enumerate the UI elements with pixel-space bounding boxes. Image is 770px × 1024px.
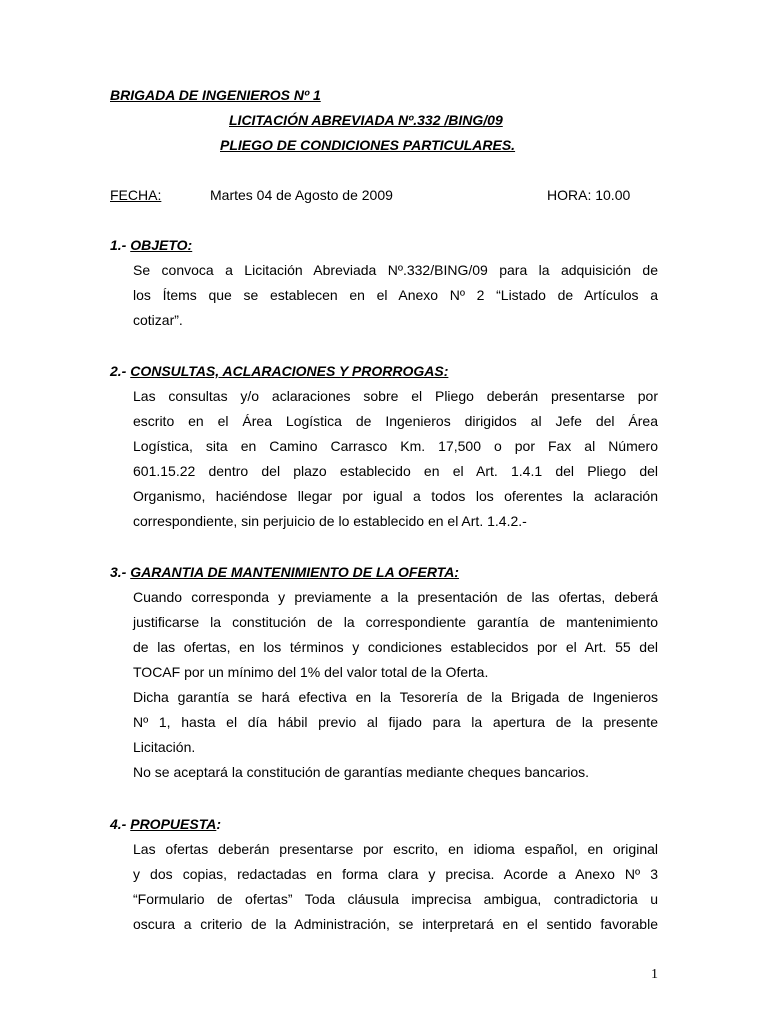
body-line: 601.15.22 dentro del plazo establecido en el Art. 1.4.1 del Pliego del xyxy=(133,463,658,479)
section-body-consultas xyxy=(133,384,658,534)
hora-value: HORA: 10.00 xyxy=(547,187,631,203)
section-number: 3.- xyxy=(110,564,131,580)
section-body-propuesta xyxy=(133,837,658,937)
body-line: de las ofertas, en los términos y condiciones establecidos por el Art. 55 del xyxy=(133,639,658,655)
section-heading-objeto xyxy=(110,237,192,253)
body-line: Logística, sita en Camino Carrasco Km. 17,500 o por Fax al Número xyxy=(133,438,658,454)
body-line: escrito en el Área Logística de Ingenieros dirigidos al Jefe del Área xyxy=(133,413,658,429)
pliego-title: PLIEGO DE CONDICIONES PARTICULARES. xyxy=(220,137,516,153)
org-title: BRIGADA DE INGENIEROS Nº 1 xyxy=(110,87,321,103)
section-number: 4.- xyxy=(110,816,131,832)
section-body-garantia xyxy=(133,585,658,785)
section-title: CONSULTAS, ACLARACIONES Y PRORROGAS: xyxy=(130,363,449,379)
body-line: Se convoca a Licitación Abreviada Nº.332/BING/09 para la adquisición de xyxy=(133,262,658,278)
section-heading-consultas xyxy=(110,363,448,379)
body-line: cotizar”. xyxy=(133,312,183,328)
body-line: los Ítems que se establecen en el Anexo Nº 2 “Listado de Artículos a xyxy=(133,287,658,303)
body-line: Nº 1, hasta el día hábil previo al fijado para la apertura de la presente xyxy=(133,714,658,730)
body-line: correspondiente, sin perjuicio de lo establecido en el Art. 1.4.2.- xyxy=(133,513,527,529)
page-number: 1 xyxy=(651,967,658,982)
body-line: y dos copias, redactadas en forma clara y precisa. Acorde a Anexo Nº 3 xyxy=(133,866,658,882)
fecha-label: FECHA: xyxy=(110,187,162,203)
body-line: Cuando corresponda y previamente a la presentación de las ofertas, deberá xyxy=(133,589,658,605)
body-line: Licitación. xyxy=(133,739,196,755)
section-body-objeto xyxy=(133,258,658,333)
fecha-value: Martes 04 de Agosto de 2009 xyxy=(210,187,393,203)
section-title: PROPUESTA xyxy=(130,816,217,832)
section-title: OBJETO: xyxy=(130,237,193,253)
body-line: oscura a criterio de la Administración, se interpretará en el sentido favorable xyxy=(133,916,658,932)
body-line: Dicha garantía se hará efectiva en la Tesorería de la Brigada de Ingenieros xyxy=(133,689,658,705)
section-number: 1.- xyxy=(110,237,131,253)
body-line: Las ofertas deberán presentarse por escrito, en idioma español, en original xyxy=(133,841,658,857)
body-line: Organismo, haciéndose llegar por igual a todos los oferentes la aclaración xyxy=(133,488,658,504)
section-heading-garantia xyxy=(110,564,459,580)
section-suffix: : xyxy=(216,816,221,832)
body-line: No se aceptará la constitución de garantías mediante cheques bancarios. xyxy=(133,764,590,780)
licitacion-title: LICITACIÓN ABREVIADA Nº.332 /BING/09 xyxy=(229,112,503,128)
body-line: justificarse la constitución de la correspondiente garantía de mantenimiento xyxy=(133,614,658,630)
section-heading-propuesta xyxy=(110,816,221,832)
body-line: “Formulario de ofertas” Toda cláusula imprecisa ambigua, contradictoria u xyxy=(133,891,658,907)
section-number: 2.- xyxy=(110,363,131,379)
section-title: GARANTIA DE MANTENIMIENTO DE LA OFERTA: xyxy=(130,564,459,580)
body-line: Las consultas y/o aclaraciones sobre el Pliego deberán presentarse por xyxy=(133,388,658,404)
body-line: TOCAF por un mínimo del 1% del valor total de la Oferta. xyxy=(133,664,489,680)
